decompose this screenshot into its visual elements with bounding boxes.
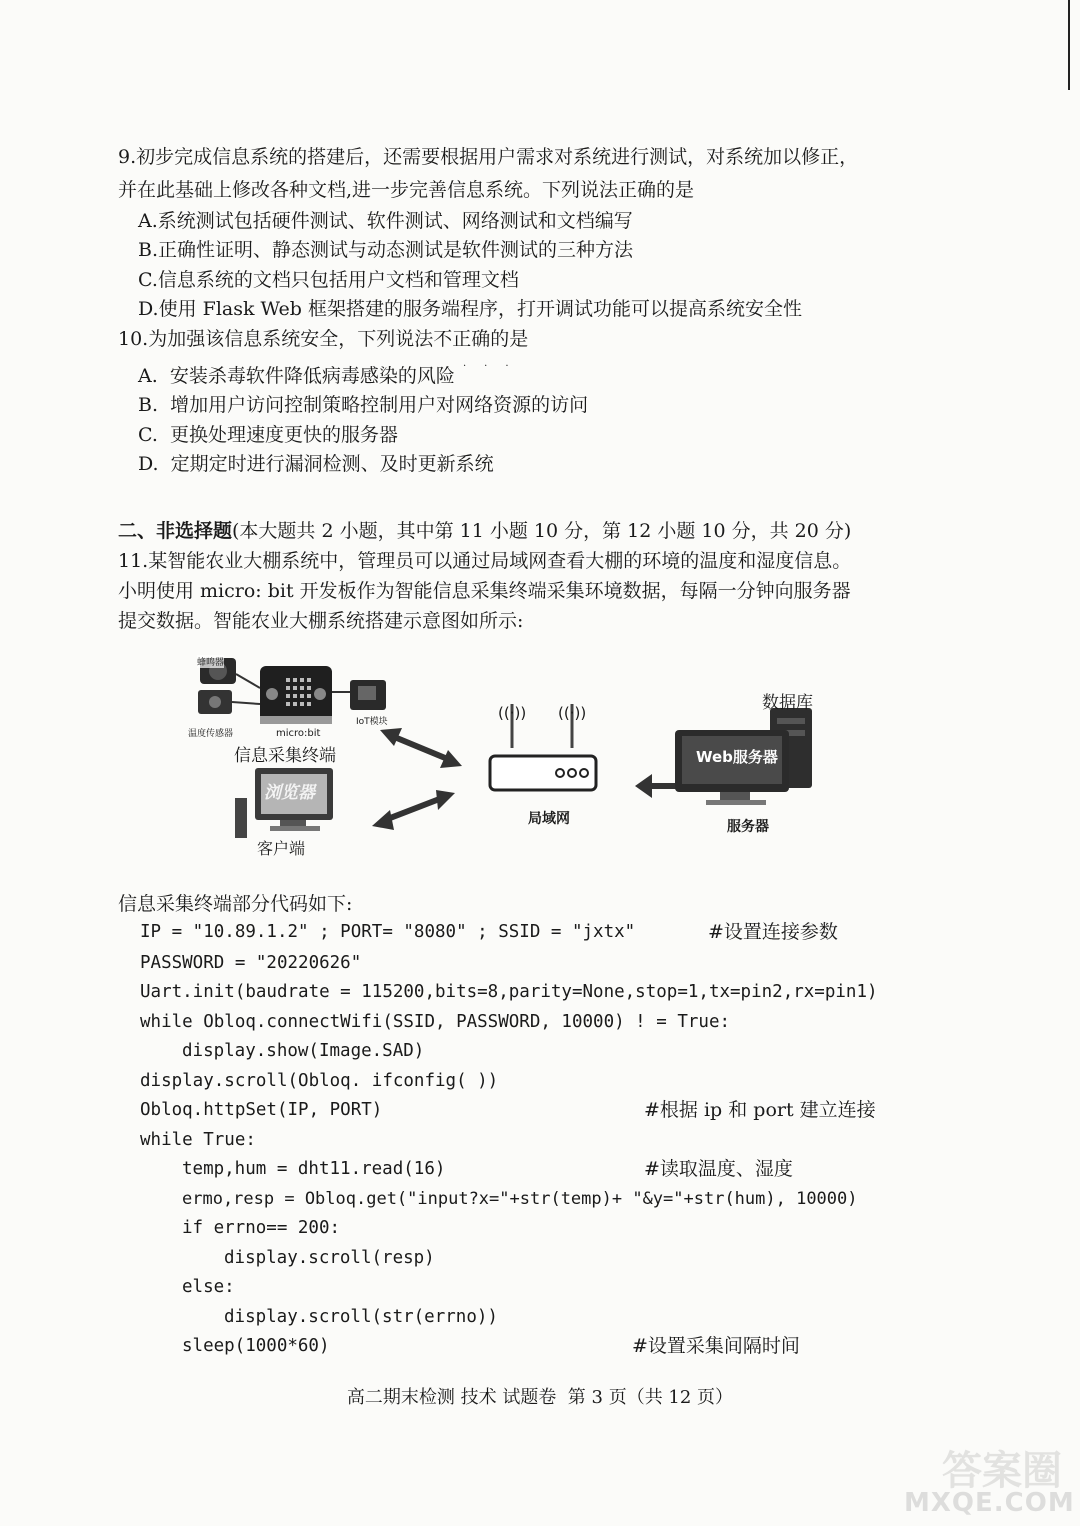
- code-line: Obloq.httpSet(IP, PORT): [140, 1100, 383, 1120]
- code-line: IP = "10.89.1.2" ; PORT= "8080" ; SSID = "jxtx": [140, 922, 636, 942]
- code-line: sleep(1000*60): [182, 1336, 330, 1356]
- label-web-server: Web服务器: [696, 748, 778, 766]
- page-footer: 高二期末检测 技术 试题卷 第 3 页（共 12 页）: [346, 1387, 734, 1408]
- label-temp-sensor: 温度传感器: [188, 729, 234, 739]
- temp-sensor-module: [198, 690, 232, 714]
- code-line: else:: [182, 1277, 235, 1297]
- q9-option-c: C.信息系统的文档只包括用户文档和管理文档: [138, 269, 519, 291]
- code-line: Uart.init(baudrate = 115200,bits=8,parity=None,stop=1,tx=pin2,rx=pin1): [140, 982, 878, 1002]
- code-comment: #设置采集间隔时间: [632, 1335, 800, 1357]
- watermark: [898, 1437, 1075, 1522]
- iot-module: [350, 680, 386, 710]
- q9-stem-line1: 9.初步完成信息系统的搭建后，还需要根据用户需求对系统进行测试，对系统加以修正，: [118, 146, 859, 168]
- label-iot-module: IoT模块: [356, 717, 388, 727]
- system-diagram: [180, 648, 860, 863]
- label-microbit: micro:bit: [276, 728, 321, 739]
- emphasis-dots: ...: [463, 358, 527, 369]
- arrow-client-lan: [372, 790, 455, 830]
- code-line: PASSWORD = "20220626": [140, 953, 362, 973]
- wifi-symbol-left: ((·)): [498, 704, 527, 722]
- label-database: 数据库: [762, 693, 813, 713]
- microbit-board: [260, 666, 332, 724]
- label-lan: 局域网: [528, 811, 570, 827]
- q10-stem: 10.为加强该信息系统安全，下列说法不正确的是: [118, 328, 529, 350]
- q10-option-b: B. 增加用户访问控制策略控制用户对网络资源的访问: [138, 394, 589, 416]
- q11-line2: 小明使用 micro: bit 开发板作为智能信息采集终端采集环境数据，每隔一分钟向服务器: [118, 580, 851, 602]
- code-line: display.scroll(str(errno)): [224, 1307, 498, 1327]
- q9-option-b: B.正确性证明、静态测试与动态测试是软件测试的三种方法: [138, 239, 634, 261]
- code-line: display.scroll(resp): [224, 1248, 435, 1268]
- q9-stem-line2: 并在此基础上修改各种文档,进一步完善信息系统。下列说法正确的是: [118, 179, 695, 201]
- code-intro: 信息采集终端部分代码如下:: [118, 893, 353, 915]
- section2-header: [118, 519, 851, 543]
- q10-option-a: A. 安装杀毒软件降低病毒感染的风险: [138, 365, 455, 387]
- label-browser: 浏览器: [264, 783, 315, 803]
- code-line: if errno== 200:: [182, 1218, 341, 1238]
- label-client: 客户端: [257, 839, 306, 858]
- code-comment: #设置连接参数: [708, 921, 838, 943]
- code-line: while True:: [140, 1130, 256, 1150]
- section2-detail: (本大题共 2 小题，其中第 11 小题 10 分，第 12 小题 10 分，共 20 分): [232, 520, 852, 542]
- code-line: display.scroll(Obloq. ifconfig( )): [140, 1071, 499, 1091]
- wifi-symbol-right: ((·)): [558, 704, 587, 722]
- section2-heading: 二、非选择题: [118, 520, 233, 542]
- label-server: 服务器: [727, 819, 769, 835]
- q11-line3: 提交数据。智能农业大棚系统搭建示意图如所示:: [118, 610, 524, 632]
- q9-option-a: A.系统测试包括硬件测试、软件测试、网络测试和文档编写: [138, 210, 633, 232]
- q9-option-d: D.使用 Flask Web 框架搭建的服务端程序，打开调试功能可以提高系统安全性: [138, 298, 802, 320]
- label-buzzer: 蜂鸣器: [197, 655, 224, 668]
- page-edge-line: [1068, 0, 1070, 90]
- arrow-lan-server: [635, 774, 680, 798]
- code-comment: #根据 ip 和 port 建立连接: [644, 1099, 876, 1121]
- arrow-terminal-lan: [380, 728, 462, 768]
- code-comment: #读取温度、湿度: [644, 1158, 793, 1180]
- q11-line1: 11.某智能农业大棚系统中，管理员可以通过局域网查看大棚的环境的温度和湿度信息。: [118, 550, 852, 572]
- q10-option-d: D. 定期定时进行漏洞检测、及时更新系统: [138, 453, 494, 475]
- code-line: while Obloq.connectWifi(SSID, PASSWORD, 10000) ! = True:: [140, 1012, 731, 1032]
- code-line: display.show(Image.SAD): [182, 1041, 425, 1061]
- watermark-text: MXQE.COM: [904, 1488, 1075, 1518]
- label-info-terminal: 信息采集终端: [234, 746, 336, 766]
- code-line: temp,hum = dht11.read(16): [182, 1159, 446, 1179]
- watermark-logo: 答案圈: [942, 1448, 1062, 1494]
- code-line: ermo,resp = Obloq.get("input?x="+str(temp)+ "&y="+str(hum), 10000): [182, 1189, 858, 1209]
- q10-option-c: C. 更换处理速度更快的服务器: [138, 424, 398, 446]
